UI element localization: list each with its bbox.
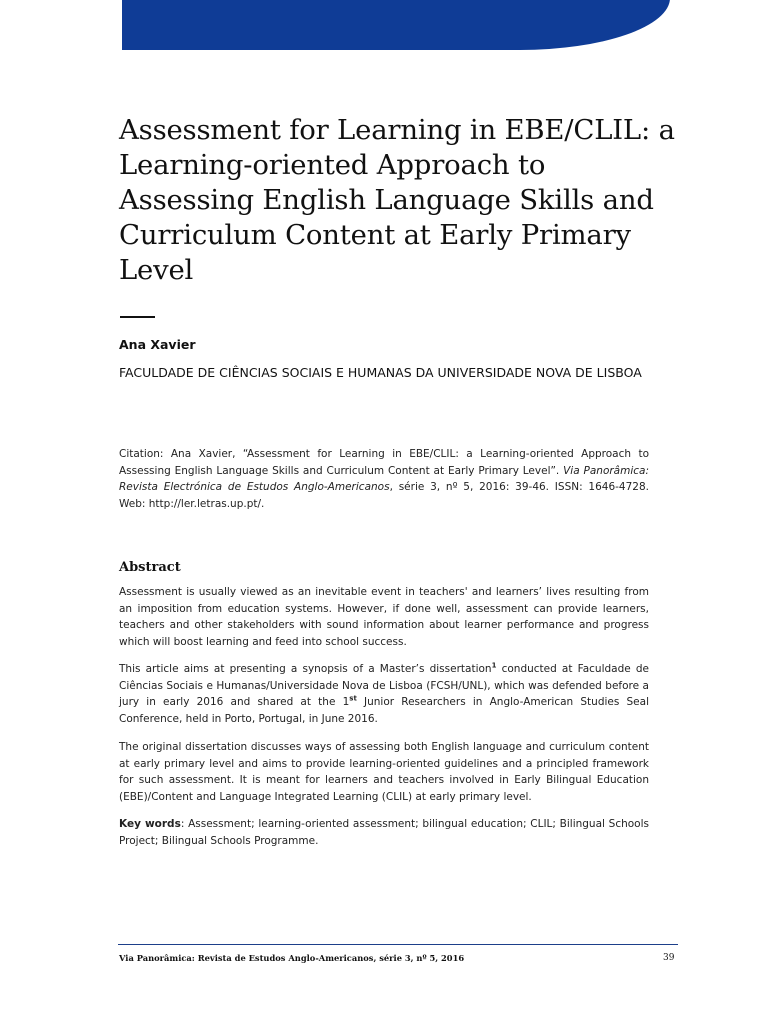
abstract-heading: Abstract bbox=[119, 560, 181, 575]
abstract-p2-part-b: conducted at Faculdade de Ciências Sociais e Humanas/Universidade Nova de Lisboa (FCSH/UNL), which was defended before a jury in early 2016 and shared at the 1 bbox=[119, 663, 649, 709]
keywords bbox=[119, 816, 649, 849]
abstract-paragraph-2 bbox=[119, 661, 649, 727]
author-name: Ana Xavier bbox=[119, 337, 196, 352]
citation-suffix: , série 3, nº 5, 2016: 39-46. ISSN: 1646-4728. Web: http://ler.letras.up.pt/. bbox=[119, 481, 649, 510]
page-number: 39 bbox=[663, 953, 675, 963]
author-affiliation: FACULDADE DE CIÊNCIAS SOCIAIS E HUMANAS DA UNIVERSIDADE NOVA DE LISBOA bbox=[119, 365, 642, 380]
citation bbox=[119, 446, 649, 512]
footer-divider bbox=[118, 944, 678, 945]
article-title: Assessment for Learning in EBE/CLIL: a Learning-oriented Approach to Assessing English Language Skills and Curriculum Content at Early Primary Level bbox=[119, 114, 675, 286]
ordinal-suffix: st bbox=[349, 694, 357, 703]
header-banner bbox=[122, 0, 670, 50]
abstract-p2-part-c: Junior Researchers in Anglo-American Studies Seal Conference, held in Porto, Portugal, in June 2016. bbox=[119, 696, 649, 725]
citation-journal: Via Panorâmica: Revista Electrónica de Estudos Anglo-Americanos bbox=[119, 464, 650, 494]
keywords-label: Key words bbox=[119, 818, 181, 830]
abstract-paragraph-3: The original dissertation discusses ways of assessing both English language and curriculum content at early primary level and aims to provide learning-oriented guidelines and a principled framework for such assessment. It is meant for learners and teachers involved in Early Bilingual Education (EBE)/Content and Language Integrated Learning (CLIL) at early primary level. bbox=[119, 741, 649, 803]
abstract-p2-part-a: This article aims at presenting a synopsis of a Master’s dissertation bbox=[119, 663, 492, 675]
footer-journal: Via Panorâmica: Revista de Estudos Anglo-Americanos, série 3, nº 5, 2016 bbox=[119, 953, 465, 963]
abstract-paragraph-1: Assessment is usually viewed as an inevitable event in teachers' and learners’ lives resulting from an imposition from education systems. However, if done well, assessment can provide learners, teachers and other stakeholders with sound information about learner performance and progress which will boost learning and feed into school success. bbox=[119, 586, 649, 648]
title-divider bbox=[120, 316, 155, 318]
citation-prefix: Citation: Ana Xavier, “Assessment for Learning in EBE/CLIL: a Learning-oriented Approach to Assessing English Language Skills and Curriculum Content at Early Primary Level”. bbox=[119, 448, 649, 477]
keywords-text: : Assessment; learning-oriented assessment; bilingual education; CLIL; Bilingual Schools Project; Bilingual Schools Programme. bbox=[119, 818, 649, 847]
footnote-marker[interactable]: 1 bbox=[491, 661, 497, 670]
